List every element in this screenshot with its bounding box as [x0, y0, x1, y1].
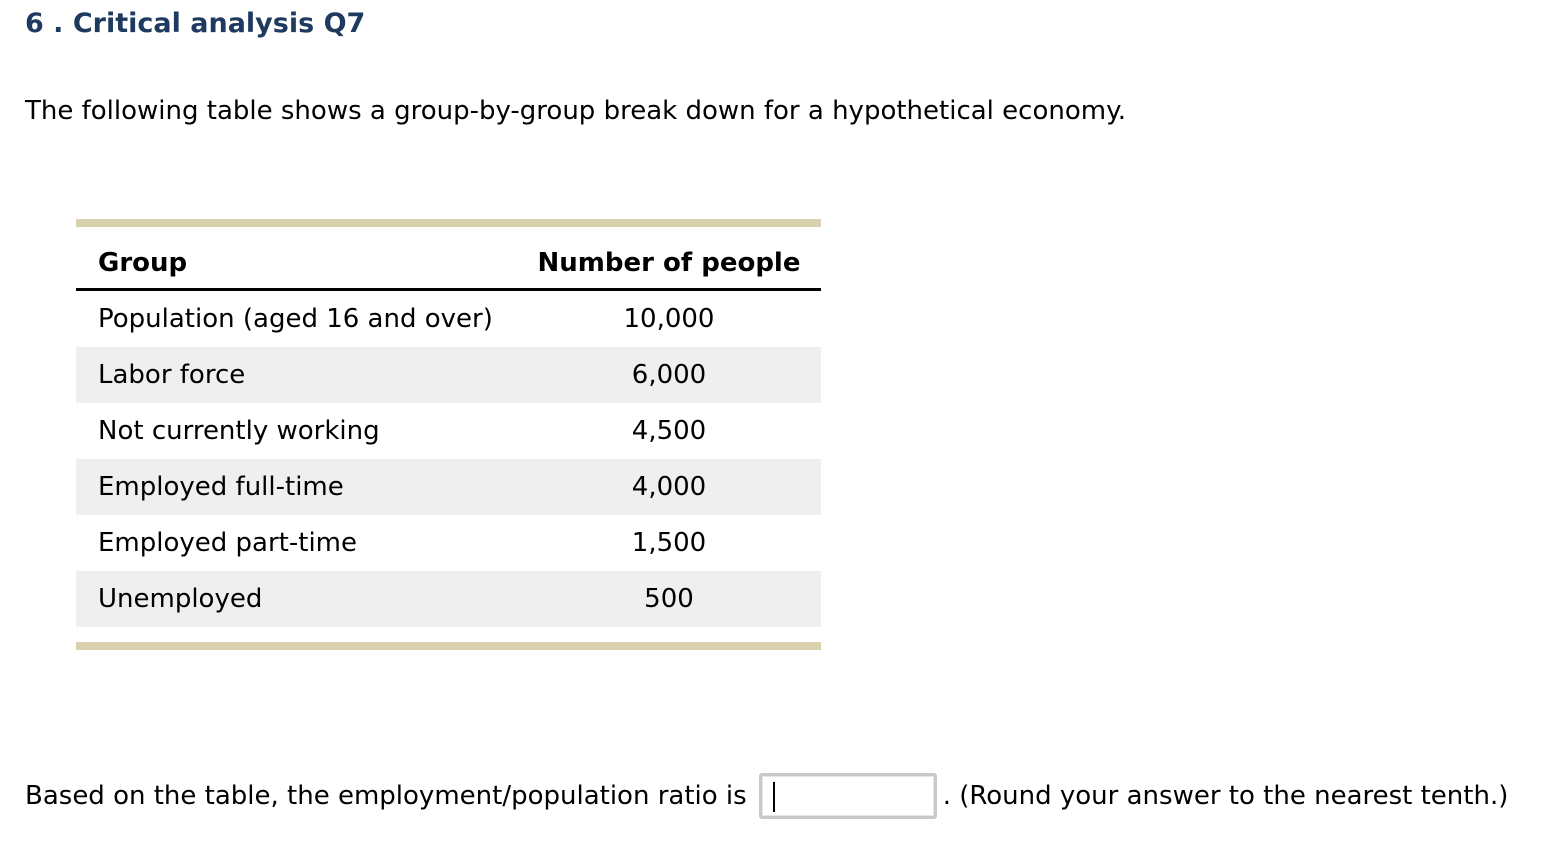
row-number-value: 6,000 — [631, 360, 707, 390]
row-number-value: 4,500 — [631, 416, 707, 446]
row-group-label: Population (aged 16 and over) — [98, 304, 493, 334]
table-bottom-rule — [76, 642, 821, 650]
table-header-row — [76, 227, 821, 291]
question-title: 6 . Critical analysis Q7 — [25, 8, 366, 39]
question-intro: The following table shows a group-by-group break down for a hypothetical economy. — [25, 96, 1127, 126]
answer-instruction: . (Round your answer to the nearest tenth.) — [942, 781, 1509, 811]
row-number-value: 1,500 — [631, 528, 707, 558]
text-cursor — [773, 782, 775, 812]
table-row — [76, 571, 821, 627]
data-table — [76, 219, 821, 650]
row-group-label: Unemployed — [98, 584, 263, 614]
table-body — [76, 291, 821, 629]
table-row — [76, 347, 821, 403]
answer-line — [25, 770, 1508, 822]
row-group-label: Labor force — [98, 360, 246, 390]
table-top-rule — [76, 219, 821, 227]
ratio-answer-input[interactable] — [759, 773, 937, 819]
table-row — [76, 403, 821, 459]
row-number-value: 4,000 — [631, 472, 707, 502]
answer-prompt: Based on the table, the employment/population ratio is — [25, 781, 747, 811]
row-group-label: Not currently working — [98, 416, 380, 446]
row-group-label: Employed full-time — [98, 472, 344, 502]
row-group-label: Employed part-time — [98, 528, 357, 558]
table-row — [76, 291, 821, 347]
column-header-group: Group — [98, 248, 188, 278]
column-header-number: Number of people — [537, 248, 801, 278]
table-row — [76, 459, 821, 515]
table-row — [76, 515, 821, 571]
row-number-value: 10,000 — [623, 304, 715, 334]
row-number-value: 500 — [644, 584, 694, 614]
